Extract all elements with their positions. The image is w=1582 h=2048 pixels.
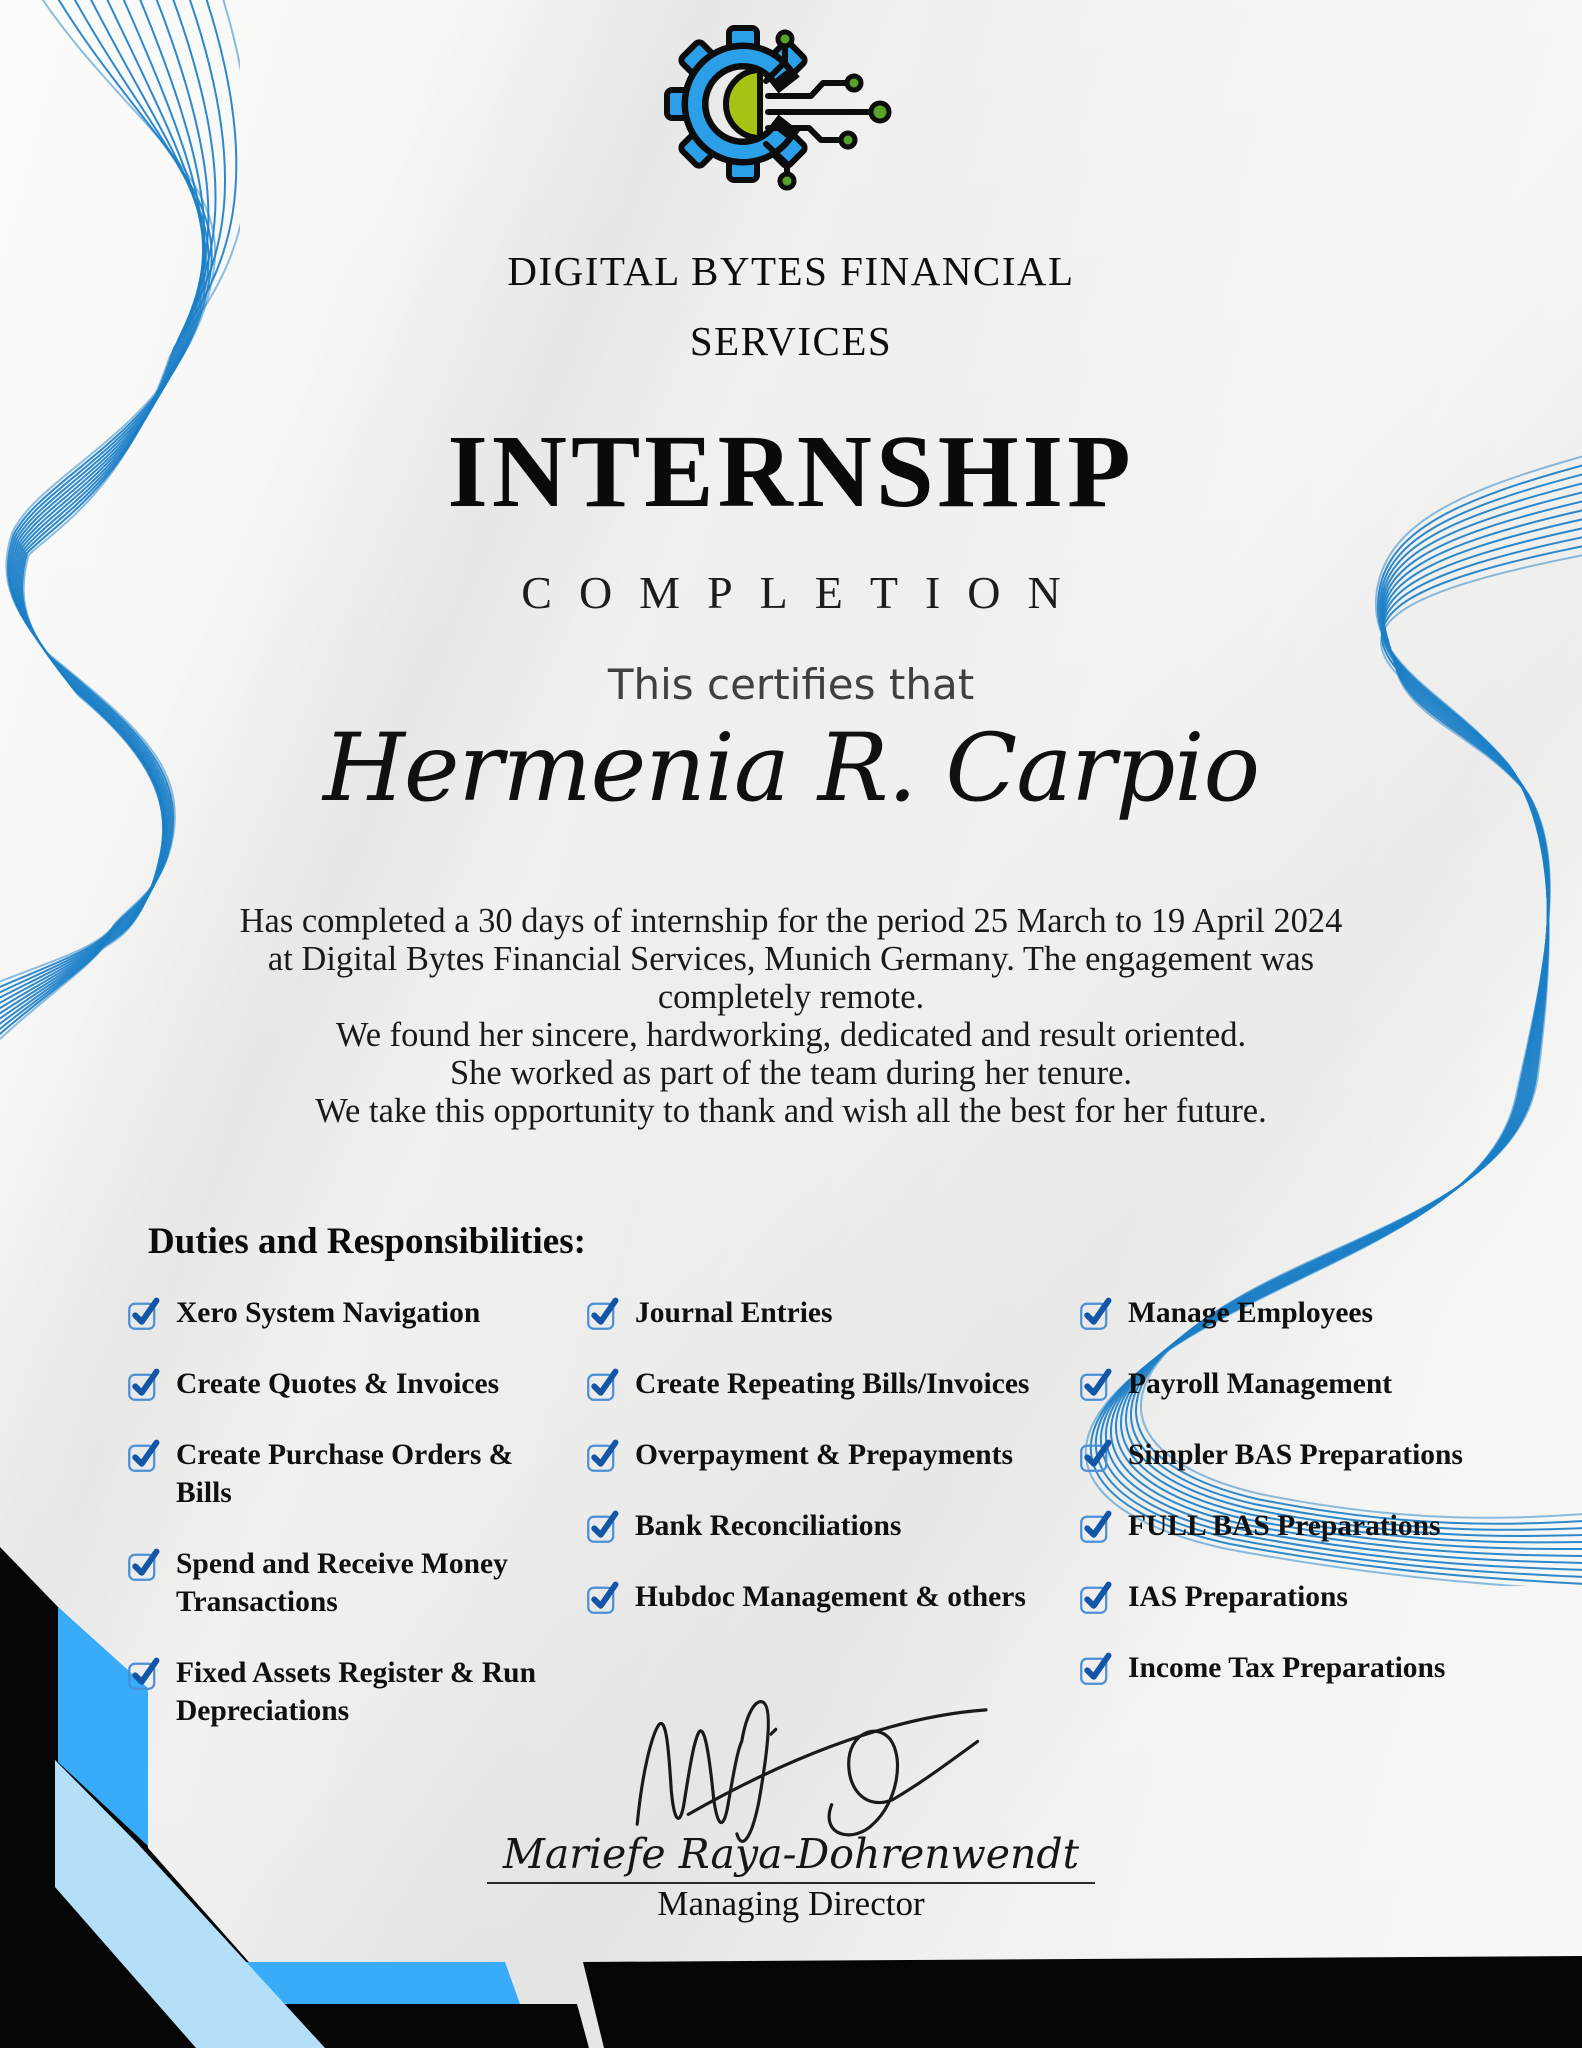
checkbox-checked-icon (126, 1437, 163, 1474)
duties-column-3 (1078, 1294, 1538, 1730)
checkbox-checked-icon (1078, 1579, 1115, 1616)
duty-item (1078, 1578, 1538, 1616)
signatory-role: Managing Director (657, 1884, 925, 1923)
duty-item (585, 1578, 1078, 1616)
certificate-body (0, 902, 1582, 1130)
circuit-traces (766, 32, 889, 188)
duty-item (585, 1436, 1078, 1474)
duty-item (126, 1436, 585, 1512)
signatory-name (0, 1830, 1582, 1884)
duties-column-2 (585, 1294, 1078, 1730)
duty-item (126, 1654, 585, 1730)
body-line: completely remote. (657, 978, 925, 1016)
duties-heading: Duties and Responsibilities: (148, 1221, 586, 1262)
duty-item (585, 1507, 1078, 1545)
duty-item (1078, 1294, 1538, 1332)
body-line: We found her sincere, hardworking, dedicated and result oriented. (335, 1016, 1247, 1054)
duty-item-label: Simpler BAS Preparations (1128, 1439, 1463, 1471)
duty-item (585, 1294, 1078, 1332)
duty-item (1078, 1436, 1538, 1474)
company-name-line1: DIGITAL BYTES FINANCIAL (507, 248, 1075, 294)
checkbox-checked-icon (126, 1295, 163, 1332)
duty-item (1078, 1365, 1538, 1403)
checkbox-checked-icon (126, 1546, 163, 1583)
gear-circuit-logo-icon (663, 24, 915, 196)
duty-item-label: Create Quotes & Invoices (176, 1368, 500, 1400)
duty-item (126, 1365, 585, 1403)
duty-item-label: IAS Preparations (1128, 1581, 1348, 1613)
checkbox-checked-icon (1078, 1295, 1115, 1332)
duty-item-label: Payroll Management (1128, 1368, 1393, 1400)
checkbox-checked-icon (1078, 1366, 1115, 1403)
duty-item-label: Xero System Navigation (176, 1297, 481, 1329)
checkbox-checked-icon (585, 1437, 622, 1474)
body-line: She worked as part of the team during her tenure. (449, 1054, 1133, 1092)
checkbox-checked-icon (126, 1655, 163, 1692)
duties-list (126, 1294, 1538, 1730)
duty-item-label: Bank Reconciliations (635, 1510, 902, 1542)
duty-item-label: Hubdoc Management & others (635, 1581, 1026, 1613)
duty-item (1078, 1649, 1538, 1687)
duty-item-label: FULL BAS Preparations (1128, 1510, 1441, 1542)
body-line: We take this opportunity to thank and wish all the best for her future. (315, 1092, 1267, 1130)
duty-item (1078, 1507, 1538, 1545)
duty-item-label: Journal Entries (635, 1297, 833, 1329)
company-name (0, 236, 1582, 376)
checkbox-checked-icon (126, 1366, 163, 1403)
duty-item-label: Income Tax Preparations (1128, 1652, 1446, 1684)
duty-item-label: Create Repeating Bills/Invoices (635, 1368, 1030, 1400)
body-line: Has completed a 30 days of internship for the period 25 March to 19 April 2024 (239, 902, 1343, 940)
checkbox-checked-icon (585, 1508, 622, 1545)
checkbox-checked-icon (585, 1295, 622, 1332)
signatory-name-text: Mariefe Raya-Dohrenwendt (487, 1830, 1095, 1884)
body-line: at Digital Bytes Financial Services, Munich Germany. The engagement was (267, 940, 1315, 978)
certifies-text: This certifies that (607, 660, 975, 709)
company-name-line2: SERVICES (689, 318, 893, 364)
signature-scribble (575, 1688, 1045, 1846)
certificate-subtitle: COMPLETION (521, 567, 1088, 618)
duty-item-label: Spend and Receive Money Transactions (176, 1548, 508, 1618)
duty-item-label: Overpayment & Prepayments (635, 1439, 1013, 1471)
duty-item-label: Create Purchase Orders & Bills (176, 1439, 514, 1509)
certificate-title: INTERNSHIP (447, 414, 1135, 529)
duty-item (126, 1294, 585, 1332)
recipient-name: Hermenia R. Carpio (322, 714, 1260, 823)
checkbox-checked-icon (1078, 1650, 1115, 1687)
duty-item-label: Fixed Assets Register & Run Depreciations (176, 1657, 536, 1727)
duty-item (126, 1545, 585, 1621)
checkbox-checked-icon (585, 1579, 622, 1616)
checkbox-checked-icon (1078, 1437, 1115, 1474)
checkbox-checked-icon (1078, 1508, 1115, 1545)
duty-item (585, 1365, 1078, 1403)
duties-column-1 (126, 1294, 585, 1730)
checkbox-checked-icon (585, 1366, 622, 1403)
duty-item-label: Manage Employees (1128, 1297, 1373, 1329)
